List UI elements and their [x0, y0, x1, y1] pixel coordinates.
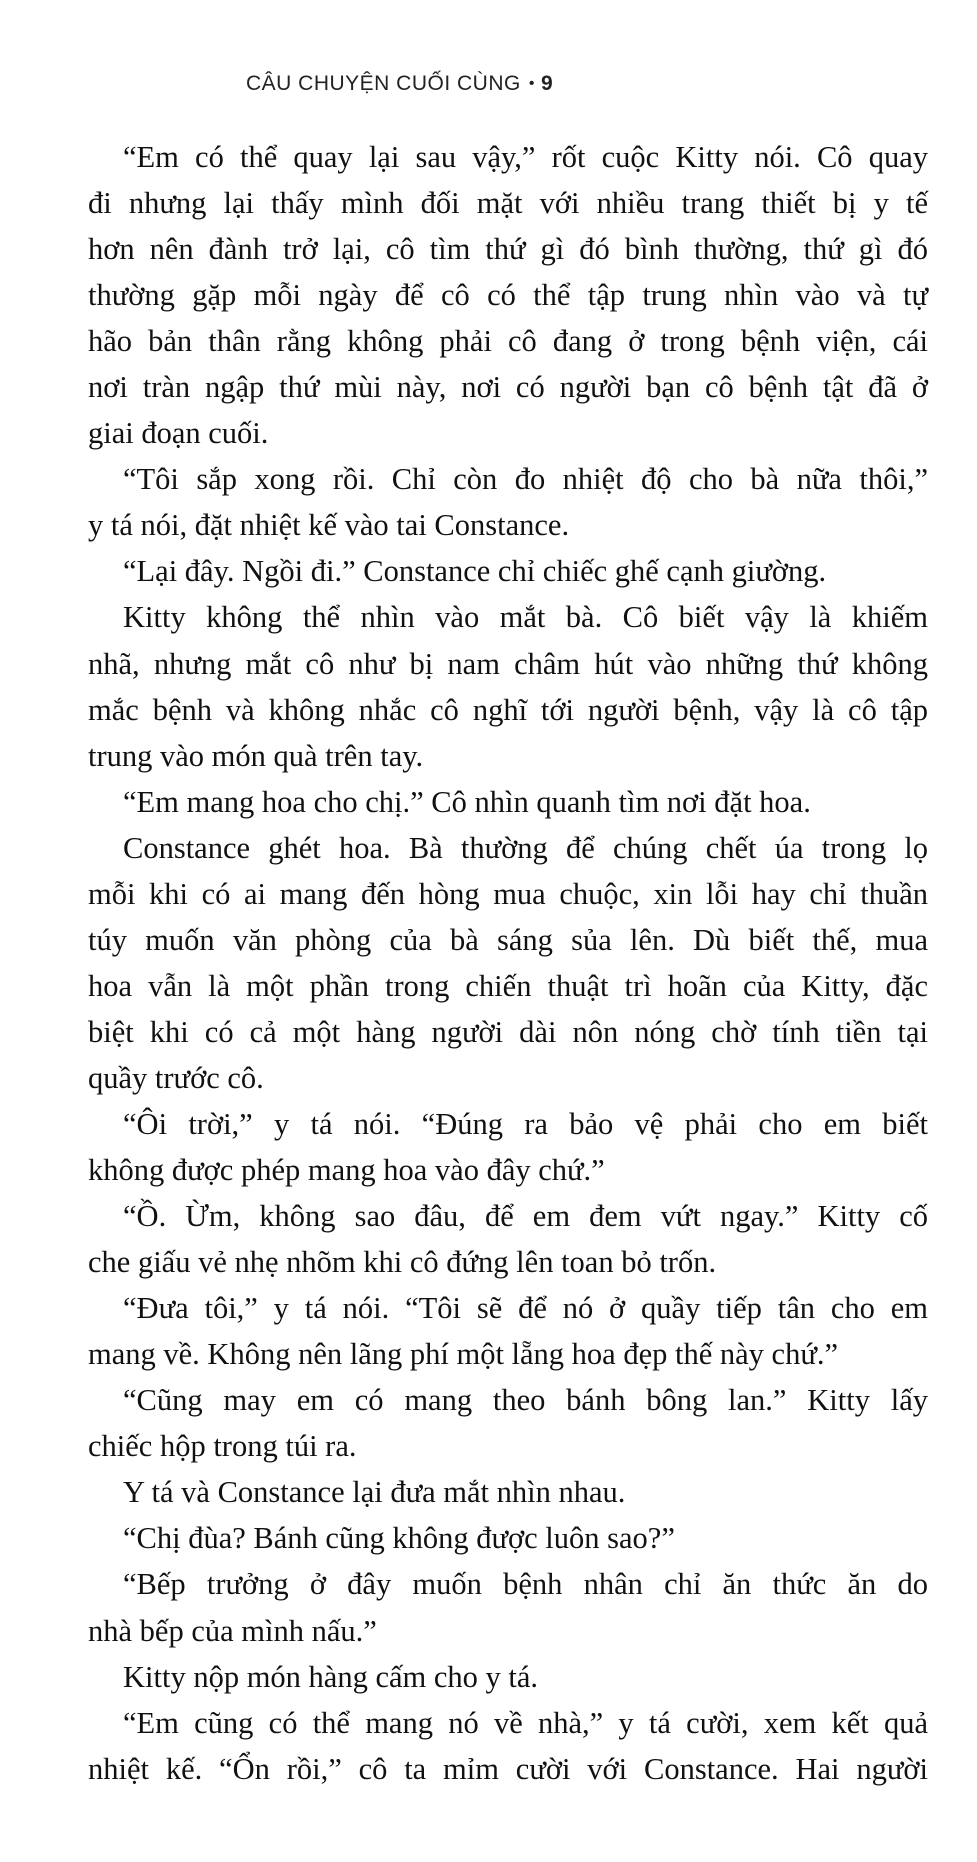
- text-line: giai đoạn cuối.: [88, 416, 269, 451]
- running-header: [246, 72, 553, 96]
- text-line: Kitty nộp món hàng cấm cho y tá.: [123, 1659, 539, 1694]
- text-line: che giấu vẻ nhẹ nhõm khi cô đứng lên toan bỏ trốn.: [88, 1245, 717, 1280]
- text-line: nhiệt kế. “Ổn rồi,” cô ta mỉm cười với Constance. Hai người: [88, 1751, 928, 1786]
- paragraph: [88, 1377, 928, 1469]
- running-title: CÂU CHUYỆN CUỐI CÙNG: [246, 72, 521, 95]
- paragraph: [88, 548, 928, 594]
- paragraph: [88, 1193, 928, 1285]
- text-line: thường gặp mỗi ngày để cô có thể tập trung nhìn vào và tự: [88, 278, 928, 313]
- paragraph: [88, 1654, 928, 1700]
- text-line: chiếc hộp trong túi ra.: [88, 1429, 357, 1464]
- text-line: “Em cũng có thể mang nó về nhà,” y tá cười, xem kết quả: [123, 1705, 928, 1740]
- text-line: “Chị đùa? Bánh cũng không được luôn sao?”: [123, 1521, 675, 1556]
- paragraph: [88, 779, 928, 825]
- text-line: “Bếp trưởng ở đây muốn bệnh nhân chỉ ăn thức ăn do: [123, 1567, 928, 1602]
- text-line: Constance ghét hoa. Bà thường để chúng chết úa trong lọ: [123, 830, 928, 865]
- text-line: Y tá và Constance lại đưa mắt nhìn nhau.: [123, 1475, 626, 1510]
- text-line: “Em mang hoa cho chị.” Cô nhìn quanh tìm nơi đặt hoa.: [123, 784, 811, 819]
- page-number: 9: [540, 72, 554, 95]
- paragraph: [88, 825, 928, 1101]
- paragraph: [88, 1561, 928, 1653]
- separator-bullet: •: [528, 75, 535, 92]
- text-line: “Em có thể quay lại sau vậy,” rốt cuộc Kitty nói. Cô quay: [123, 140, 928, 174]
- text-line: hão bản thân rằng không phải cô đang ở trong bệnh viện, cái: [88, 324, 928, 359]
- text-line: mang về. Không nên lãng phí một lẵng hoa đẹp thế này chứ.”: [88, 1337, 839, 1372]
- text-line: nhà bếp của mình nấu.”: [88, 1613, 377, 1648]
- text-line: túy muốn văn phòng của bà sáng sủa lên. Dù biết thế, mua: [88, 922, 928, 957]
- text-line: “Đưa tôi,” y tá nói. “Tôi sẽ để nó ở quầy tiếp tân cho em: [123, 1291, 928, 1326]
- paragraph: [88, 134, 928, 456]
- paragraph: [88, 1101, 928, 1193]
- text-line: “Ôi trời,” y tá nói. “Đúng ra bảo vệ phải cho em biết: [123, 1106, 928, 1141]
- text-line: đi nhưng lại thấy mình đối mặt với nhiều trang thiết bị y tế: [88, 186, 928, 221]
- text-line: quầy trước cô.: [88, 1060, 264, 1095]
- paragraph: [88, 1285, 928, 1377]
- paragraph: [88, 1515, 928, 1561]
- paragraph: [88, 594, 928, 778]
- text-line: “Tôi sắp xong rồi. Chỉ còn đo nhiệt độ cho bà nữa thôi,”: [123, 462, 928, 497]
- page-body-text: [88, 134, 928, 1792]
- text-line: y tá nói, đặt nhiệt kế vào tai Constance.: [88, 508, 570, 543]
- paragraph: [88, 1469, 928, 1515]
- text-line: hoa vẫn là một phần trong chiến thuật trì hoãn của Kitty, đặc: [88, 968, 928, 1003]
- text-line: trung vào món quà trên tay.: [88, 738, 424, 773]
- paragraph: [88, 456, 928, 548]
- paragraph: [88, 1700, 928, 1792]
- text-line: nhã, nhưng mắt cô như bị nam châm hút vào những thứ không: [88, 646, 928, 681]
- text-line: mỗi khi có ai mang đến hòng mua chuộc, xin lỗi hay chỉ thuần: [88, 876, 928, 911]
- text-line: mắc bệnh và không nhắc cô nghĩ tới người bệnh, vậy là cô tập: [88, 692, 928, 727]
- text-line: hơn nên đành trở lại, cô tìm thứ gì đó bình thường, thứ gì đó: [88, 232, 928, 267]
- text-line: “Cũng may em có mang theo bánh bông lan.” Kitty lấy: [123, 1383, 928, 1418]
- text-line: Kitty không thể nhìn vào mắt bà. Cô biết vậy là khiếm: [123, 600, 928, 635]
- text-line: không được phép mang hoa vào đây chứ.”: [88, 1153, 605, 1188]
- text-line: nơi tràn ngập thứ mùi này, nơi có người bạn cô bệnh tật đã ở: [88, 370, 928, 405]
- text-line: biệt khi có cả một hàng người dài nôn nóng chờ tính tiền tại: [88, 1014, 928, 1049]
- text-line: “Ồ. Ừm, không sao đâu, để em đem vứt ngay.” Kitty cố: [123, 1199, 928, 1234]
- text-line: “Lại đây. Ngồi đi.” Constance chỉ chiếc ghế cạnh giường.: [123, 554, 827, 589]
